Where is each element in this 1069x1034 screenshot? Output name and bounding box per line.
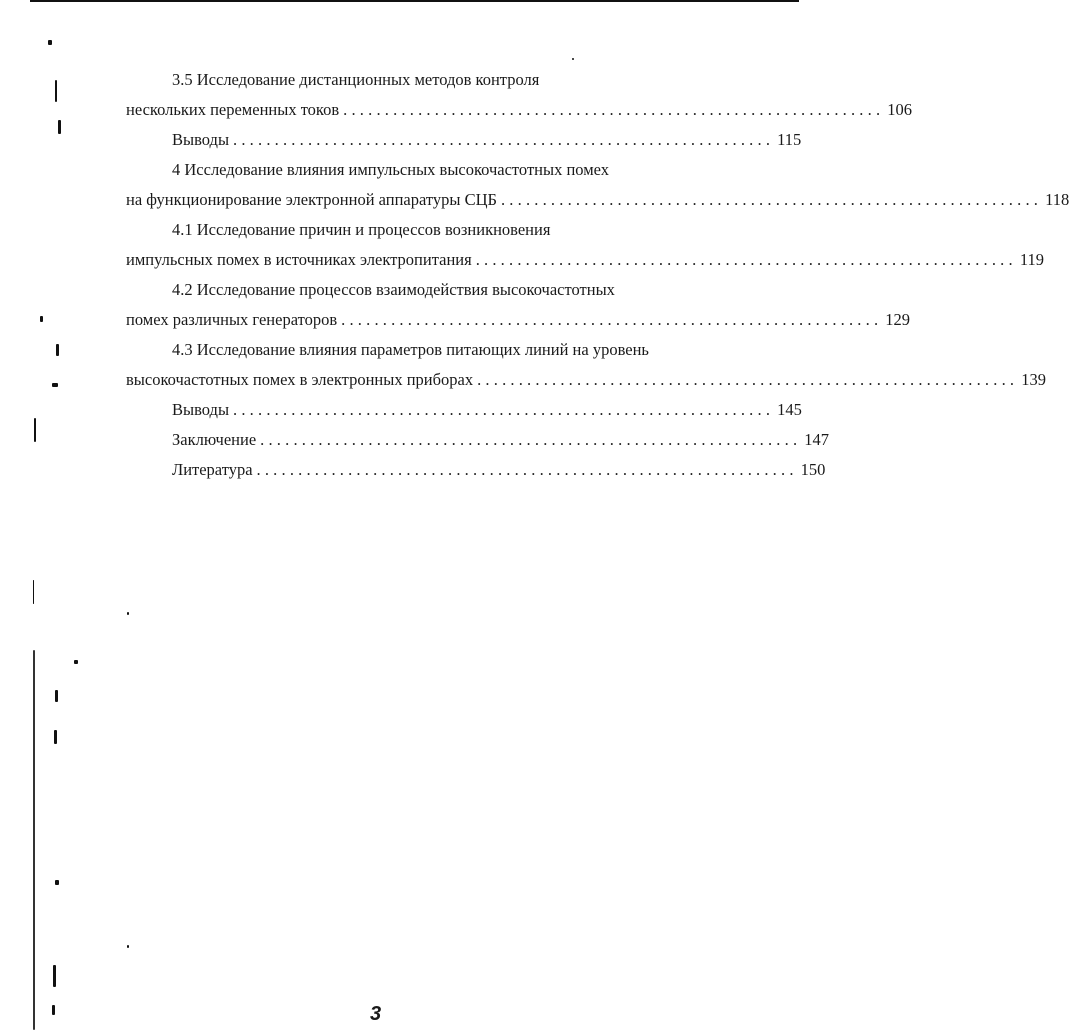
toc-page-number: 147 xyxy=(804,430,830,449)
scan-speck xyxy=(74,660,78,664)
toc-entry-text: Выводы xyxy=(172,400,230,419)
scan-speck xyxy=(53,965,56,987)
page-number: 3 xyxy=(370,1003,382,1025)
toc-entry-3-5-heading xyxy=(172,68,729,92)
toc-entry-4-3-heading xyxy=(172,338,729,362)
dot-leader: ................................................................. xyxy=(256,460,798,479)
scan-speck xyxy=(58,120,61,134)
toc-entry-text: Литература xyxy=(172,460,253,479)
dot-leader: ................................................................. xyxy=(500,190,1043,209)
scan-speck xyxy=(40,316,43,322)
dot-leader: ................................................................. xyxy=(477,370,1019,389)
toc-entry-text: импульсных помех в источниках электропитания xyxy=(126,250,472,269)
toc-entry-3-5 xyxy=(126,98,913,122)
scan-speck xyxy=(34,418,36,442)
toc-entry-4-1 xyxy=(126,248,1044,272)
scan-speck xyxy=(52,383,58,387)
toc-entry-conclusions-3 xyxy=(172,128,802,152)
scan-speck xyxy=(56,344,59,356)
toc-entry-text: 4.2 Исследование процессов взаимодействия высокочастотных xyxy=(172,280,615,299)
dot-leader: ................................................................. xyxy=(233,400,775,419)
dot-leader: ................................................................. xyxy=(260,430,802,449)
toc-entry-text: 4 Исследование влияния импульсных высокочастотных помех xyxy=(172,160,610,179)
toc-page-number: 115 xyxy=(777,130,802,149)
toc-entry-text: высокочастотных помех в электронных приборах xyxy=(126,370,474,389)
toc-entry-conclusion xyxy=(172,428,830,452)
scan-speck xyxy=(33,580,34,604)
toc-entry-text: 3.5 Исследование дистанционных методов контроля xyxy=(172,70,540,89)
toc-page-number: 129 xyxy=(885,310,911,329)
scan-speck xyxy=(48,40,52,45)
toc-entry-text: Заключение xyxy=(172,430,257,449)
toc-page-number: 106 xyxy=(887,100,913,119)
toc-entry-text: помех различных генераторов xyxy=(126,310,338,329)
scan-speck xyxy=(52,1005,55,1015)
dot-leader: ................................................................. xyxy=(343,100,885,119)
scan-speck xyxy=(127,945,129,948)
scan-speck xyxy=(127,612,129,615)
dot-leader: ................................................................. xyxy=(233,130,775,149)
toc-page-number: 118 xyxy=(1045,190,1069,209)
toc-entry-4-heading xyxy=(172,158,729,182)
toc-entry-text: 4.1 Исследование причин и процессов возникновения xyxy=(172,220,551,239)
toc-entry-4-3 xyxy=(126,368,1046,392)
toc-entry-4-2-heading xyxy=(172,278,729,302)
toc-page-number: 145 xyxy=(777,400,802,419)
toc-entry-text: на функционирование электронной аппаратуры СЦБ xyxy=(126,190,497,209)
toc-entry-literature xyxy=(172,458,826,482)
scan-speck xyxy=(572,58,574,60)
toc-entry-4 xyxy=(126,188,1069,212)
scan-edge-line xyxy=(33,650,35,1030)
dot-leader: ................................................................. xyxy=(341,310,883,329)
toc-entry-text: нескольких переменных токов xyxy=(126,100,340,119)
toc-entry-text: 4.3 Исследование влияния параметров питающих линий на уровень xyxy=(172,340,649,359)
toc-entry-conclusions-4 xyxy=(172,398,802,422)
dot-leader: ................................................................. xyxy=(475,250,1017,269)
toc-entry-4-1-heading xyxy=(172,218,729,242)
toc-page-number: 139 xyxy=(1021,370,1046,389)
toc-entry-text: Выводы xyxy=(172,130,230,149)
toc-entry-4-2 xyxy=(126,308,911,332)
scan-speck xyxy=(55,80,57,102)
scan-speck xyxy=(55,880,59,885)
scan-speck xyxy=(55,690,58,702)
toc-page-number: 150 xyxy=(800,460,826,479)
toc-page-number: 119 xyxy=(1019,250,1044,269)
scan-speck xyxy=(54,730,57,744)
